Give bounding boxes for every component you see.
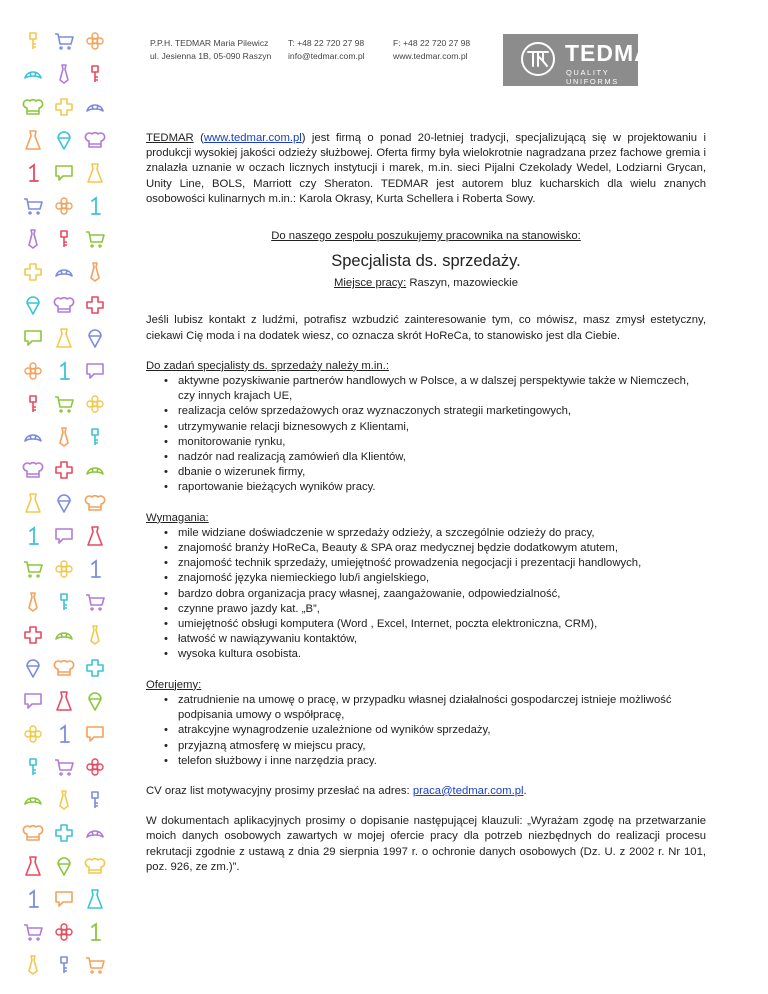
plus-icon (84, 294, 106, 316)
speech-bubble-icon (53, 888, 75, 910)
list-item: • przyjazną atmosferę w miejscu pracy, (178, 739, 706, 754)
tie-icon (84, 624, 106, 646)
number-one-icon (84, 921, 106, 943)
croissant-icon (84, 459, 106, 481)
ice-cream-icon (53, 492, 75, 514)
key-icon (22, 756, 44, 778)
list-item: • monitorowanie rynku, (178, 435, 706, 450)
flower-icon (84, 30, 106, 52)
number-one-icon (84, 558, 106, 580)
list-item: • atrakcyjne wynagrodzenie uzależnione od wyników sprzedaży, (178, 723, 706, 738)
dress-icon (53, 690, 75, 712)
croissant-icon (84, 822, 106, 844)
duties-list (146, 374, 706, 496)
plus-icon (53, 96, 75, 118)
ice-cream-icon (84, 327, 106, 349)
flower-icon (53, 558, 75, 580)
cart-icon (53, 30, 75, 52)
consent-clause: W dokumentach aplikacyjnych prosimy o dopisanie następującej klauzuli: „Wyrażam zgodę na przetwarzanie moich danych osobowych zawartych w mojej ofercie pracy dla potrzeb niezbędnych do realizacji procesu rekrutacji zgodnie z ustawą z dnia 29 sierpnia 1997 r. o ochronie danych osobowych (Dz. U. z 2002 r. Nr 101, poz. 926, ze zm.)”. (146, 815, 706, 873)
key-icon (53, 591, 75, 613)
company-phone-email (288, 37, 365, 62)
dress-icon (84, 525, 106, 547)
speech-bubble-icon (22, 690, 44, 712)
croissant-icon (84, 96, 106, 118)
duties-heading: Do zadań specjalisty ds. sprzedaży należy m.in.: (146, 359, 389, 372)
cart-icon (84, 228, 106, 250)
chef-hat-icon (84, 492, 106, 514)
cv-instructions: CV oraz list motywacyjny prosimy przesłać na adres: praca@tedmar.com.pl. (146, 784, 527, 797)
intro-website-link[interactable]: www.tedmar.com.pl (203, 132, 302, 144)
speech-bubble-icon (84, 723, 106, 745)
list-item: • bardzo dobra organizacja pracy własnej, zaangażowanie, odpowiedzialność, (178, 587, 706, 602)
company-street: ul. Jesienna 1B, 05-090 Raszyn (150, 50, 272, 61)
list-item: • nadzór nad realizacją zamówień dla Klientów, (178, 450, 706, 465)
speech-bubble-icon (53, 162, 75, 184)
tie-icon (53, 63, 75, 85)
chef-hat-icon (84, 129, 106, 151)
key-icon (22, 393, 44, 415)
chef-hat-icon (84, 855, 106, 877)
plus-icon (22, 261, 44, 283)
list-item: • czynne prawo jazdy kat. „B”, (178, 602, 706, 617)
speech-bubble-icon (84, 360, 106, 382)
list-item: • realizacja celów sprzedażowych oraz wyznaczonych strategii marketingowych, (178, 404, 706, 419)
chef-hat-icon (53, 657, 75, 679)
requirements-heading: Wymagania: (146, 511, 209, 524)
chef-hat-icon (53, 294, 75, 316)
phone-number: T: +48 22 720 27 98 (288, 38, 365, 48)
list-item: • mile widziane doświadczenie w sprzedaży odzieży, a szczególnie odzieży do pracy, (178, 526, 706, 541)
speech-bubble-icon (53, 525, 75, 547)
list-item: • raportowanie bieżących wyników pracy. (178, 480, 706, 495)
position-lead: Do naszego zespołu poszukujemy pracownika na stanowisko: (271, 230, 581, 243)
list-item: • znajomość języka niemieckiego lub/i angielskiego, (178, 571, 706, 586)
work-location-value: Raszyn, mazowieckie (409, 277, 518, 290)
list-item: • telefon służbowy i inne narzędzia pracy. (178, 754, 706, 769)
dress-icon (22, 492, 44, 514)
list-item: • aktywne pozyskiwanie partnerów handlowych w Polsce, a w dalszej perspektywie także w Niemczech, czy innych krajach UE, (178, 374, 706, 404)
cart-icon (22, 195, 44, 217)
offer-list (146, 693, 706, 769)
key-icon (84, 63, 106, 85)
flower-icon (84, 393, 106, 415)
ice-cream-icon (22, 294, 44, 316)
plus-icon (53, 822, 75, 844)
job-posting (146, 131, 706, 875)
chef-hat-icon (22, 459, 44, 481)
work-location (146, 276, 706, 291)
croissant-icon (53, 624, 75, 646)
key-icon (53, 954, 75, 976)
croissant-icon (22, 426, 44, 448)
ice-cream-icon (84, 690, 106, 712)
cart-icon (53, 393, 75, 415)
ice-cream-icon (53, 129, 75, 151)
dress-icon (22, 129, 44, 151)
list-item: • wysoka kultura osobista. (178, 647, 706, 662)
list-item: • zatrudnienie na umowę o pracę, w przypadku własnej działalności gospodarczej istnieje możliwość podpisania umowy o współpracę, (178, 693, 706, 723)
key-icon (22, 30, 44, 52)
number-one-icon (84, 195, 106, 217)
key-icon (53, 228, 75, 250)
tie-icon (53, 789, 75, 811)
croissant-icon (53, 261, 75, 283)
flower-icon (22, 360, 44, 382)
plus-icon (22, 624, 44, 646)
intro-paragraph: TEDMAR (www.tedmar.com.pl) jest firmą o ponad 20-letniej tradycji, specjalizującą się w projektowaniu i produkcji wysokiej jakości odzieży służbowej. Oferta firmy była wielokrotnie nagradzana przez fachowe gremia i znalazła uznanie w oczach licznych instytucji i marek, m.in. sieci Pijalni Czekolady Wedel, Lodziarni Grycan, Unity Line, BOLS, Marriott czy Sheraton. TEDMAR jest autorem bluz kucharskich dla wielu znanych osobowości kulinarnych m.in.: Karola Okrasy, Kurta Schellera i Roberta Sowy. (146, 132, 706, 205)
decorative-icon-pattern (22, 30, 122, 994)
logo-tagline: QUALITY UNIFORMS (566, 68, 619, 86)
offer-heading: Oferujemy: (146, 678, 202, 691)
number-one-icon (53, 723, 75, 745)
website-link[interactable]: www.tedmar.com.pl (393, 50, 468, 61)
plus-icon (53, 459, 75, 481)
intro-text: jest firmą o ponad 20-letniej tradycji, specjalizującą się w projektowaniu i produkcji wysokiej jakości odzieży służbowej. Oferta firmy była wielokrotnie nagradzana przez fachowe gremia i znalazła uznanie w oczach licznych instytucji i marek, m.in. sieci Pijalni Czekolady Wedel, Lodziarni Grycan, Unity Line, BOLS, Marriott czy Sheraton. TEDMAR jest autorem bluz kucharskich dla wielu znanych osobowości kulinarnych m.in.: Karola Okrasy, Kurta Schellera i Roberta Sowy. (146, 132, 706, 205)
company-name: P.P.H. TEDMAR Maria Pilewicz (150, 38, 269, 48)
dress-icon (84, 888, 106, 910)
pitch-paragraph: Jeśli lubisz kontakt z ludźmi, potrafisz wzbudzić zainteresowanie tym, co mówisz, masz zmysł estetyczny, ciekawi Cię moda i na dodatek wiesz, co oznacza skrót HoReCa, to stanowisko jest dla Ciebie. (146, 314, 706, 342)
fax-number: F: +48 22 720 27 98 (393, 38, 471, 48)
flower-icon (84, 756, 106, 778)
list-item: • dbanie o wizerunek firmy, (178, 465, 706, 480)
requirements-list (146, 526, 706, 663)
key-icon (84, 789, 106, 811)
chef-hat-icon (22, 96, 44, 118)
croissant-icon (22, 63, 44, 85)
number-one-icon (22, 525, 44, 547)
dress-icon (53, 327, 75, 349)
logo-monogram-icon (521, 42, 555, 76)
cart-icon (84, 591, 106, 613)
tie-icon (53, 426, 75, 448)
speech-bubble-icon (22, 327, 44, 349)
cart-icon (53, 756, 75, 778)
requirements-section (146, 511, 706, 663)
tie-icon (22, 954, 44, 976)
brand-name: TEDMAR (146, 132, 194, 144)
number-one-icon (53, 360, 75, 382)
duties-section (146, 359, 706, 496)
tie-icon (22, 228, 44, 250)
list-item: • utrzymywanie relacji biznesowych z Klientami, (178, 420, 706, 435)
dress-icon (84, 162, 106, 184)
flower-icon (22, 723, 44, 745)
position-title: Specjalista ds. sprzedaży. (331, 252, 521, 271)
info-email[interactable]: info@tedmar.com.pl (288, 50, 365, 61)
work-location-label: Miejsce pracy: (334, 277, 407, 290)
flower-icon (53, 195, 75, 217)
cart-icon (22, 558, 44, 580)
list-item: • znajomość branży HoReCa, Beauty & SPA oraz medycznej będzie dodatkowym atutem, (178, 541, 706, 556)
number-one-icon (22, 162, 44, 184)
cart-icon (84, 954, 106, 976)
ice-cream-icon (53, 855, 75, 877)
chef-hat-icon (22, 822, 44, 844)
application-email-link[interactable]: praca@tedmar.com.pl (412, 784, 524, 797)
company-fax-web (393, 37, 470, 62)
cart-icon (22, 921, 44, 943)
tie-icon (22, 591, 44, 613)
croissant-icon (22, 789, 44, 811)
dress-icon (22, 855, 44, 877)
list-item: • umiejętność obsługi komputera (Word , Excel, Internet, poczta elektroniczna, CRM), (178, 617, 706, 632)
ice-cream-icon (22, 657, 44, 679)
company-address (150, 37, 271, 62)
offer-section (146, 678, 706, 769)
list-item: • znajomość technik sprzedaży, umiejętność prowadzenia negocjacji i prezentacji handlowych, (178, 556, 706, 571)
tedmar-logo (503, 34, 670, 86)
logo-wordmark: TEDMAR (565, 40, 670, 66)
key-icon (84, 426, 106, 448)
plus-icon (84, 657, 106, 679)
list-item: • łatwość w nawiązywaniu kontaktów, (178, 632, 706, 647)
flower-icon (53, 921, 75, 943)
tie-icon (84, 261, 106, 283)
number-one-icon (22, 888, 44, 910)
